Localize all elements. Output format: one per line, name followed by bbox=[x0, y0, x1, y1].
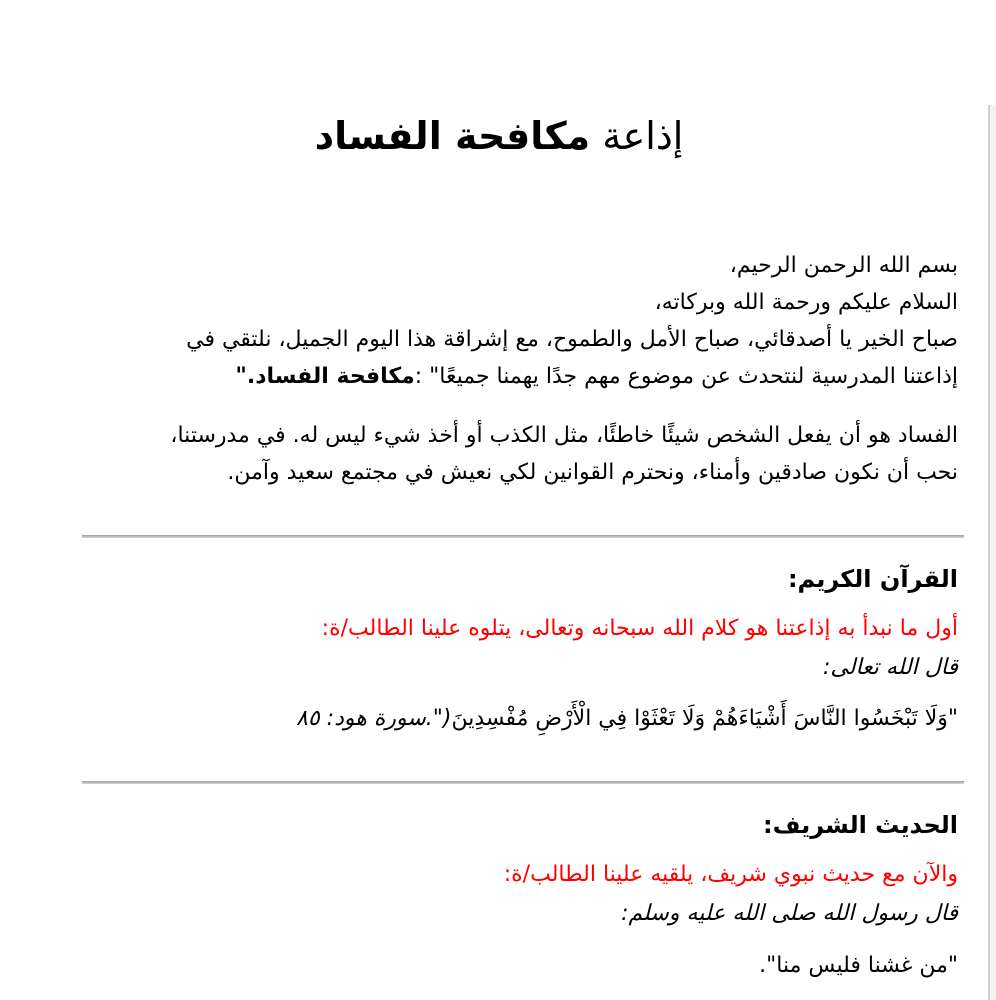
verse-text: "وَلَا تَبْخَسُوا النَّاسَ أَشْيَاءَهُمْ وَلَا تَعْثَوْا فِي الْأَرْضِ مُفْسِدِينَ bbox=[451, 706, 958, 731]
good-morning-line: صباح الخير يا أصدقائي، صباح الأمل والطموح، مع إشراقة هذا اليوم الجميل، نلتقي في bbox=[186, 327, 958, 352]
section-divider-quran bbox=[82, 535, 964, 538]
hadith-lead-line: قال رسول الله صلى الله عليه وسلم: bbox=[621, 901, 958, 926]
page-edge-strip bbox=[990, 105, 996, 1000]
verse-reference: (".سورة هود: ٨٥ bbox=[296, 706, 452, 731]
topic-line-regular: إذاعتنا المدرسية لنتحدث عن موضوع مهم جدًا يهمنا جميعًا" : bbox=[414, 364, 958, 389]
hadith-quote: "من غشنا فليس منا". bbox=[759, 953, 958, 978]
hadith-announcer-line: والآن مع حديث نبوي شريف، يلقيه علينا الطالب/ة: bbox=[503, 862, 958, 887]
title-bold-part: مكافحة الفساد bbox=[314, 114, 591, 158]
section-divider-hadith bbox=[82, 781, 964, 784]
definition-line-2: نحب أن نكون صادقين وأمناء، ونحترم القوانين لكي نعيش في مجتمع سعيد وآمن. bbox=[227, 460, 958, 485]
quran-section-heading: القرآن الكريم: bbox=[787, 565, 958, 593]
title-regular-part: إذاعة bbox=[590, 114, 684, 158]
document-page bbox=[0, 105, 996, 1000]
quran-verse bbox=[40, 701, 958, 737]
document-content bbox=[0, 105, 996, 984]
topic-line-bold: مكافحة الفساد." bbox=[235, 364, 415, 389]
definition-paragraph bbox=[40, 417, 958, 491]
definition-line-1: الفساد هو أن يفعل الشخص شيئًا خاطئًا، مثل الكذب أو أخذ شيء ليس له. في مدرستنا، bbox=[170, 423, 958, 448]
quran-announcer-line: أول ما نبدأ به إذاعتنا هو كلام الله سبحانه وتعالى، يتلوه علينا الطالب/ة: bbox=[321, 616, 958, 641]
basmala-line: بسم الله الرحمن الرحيم، bbox=[729, 253, 958, 278]
quran-lead-line: قال الله تعالى: bbox=[823, 655, 958, 680]
document-title bbox=[40, 105, 958, 167]
greeting-paragraph bbox=[40, 247, 958, 395]
salam-line: السلام عليكم ورحمة الله وبركاته، bbox=[654, 290, 958, 315]
hadith-section-heading: الحديث الشريف: bbox=[763, 811, 958, 839]
